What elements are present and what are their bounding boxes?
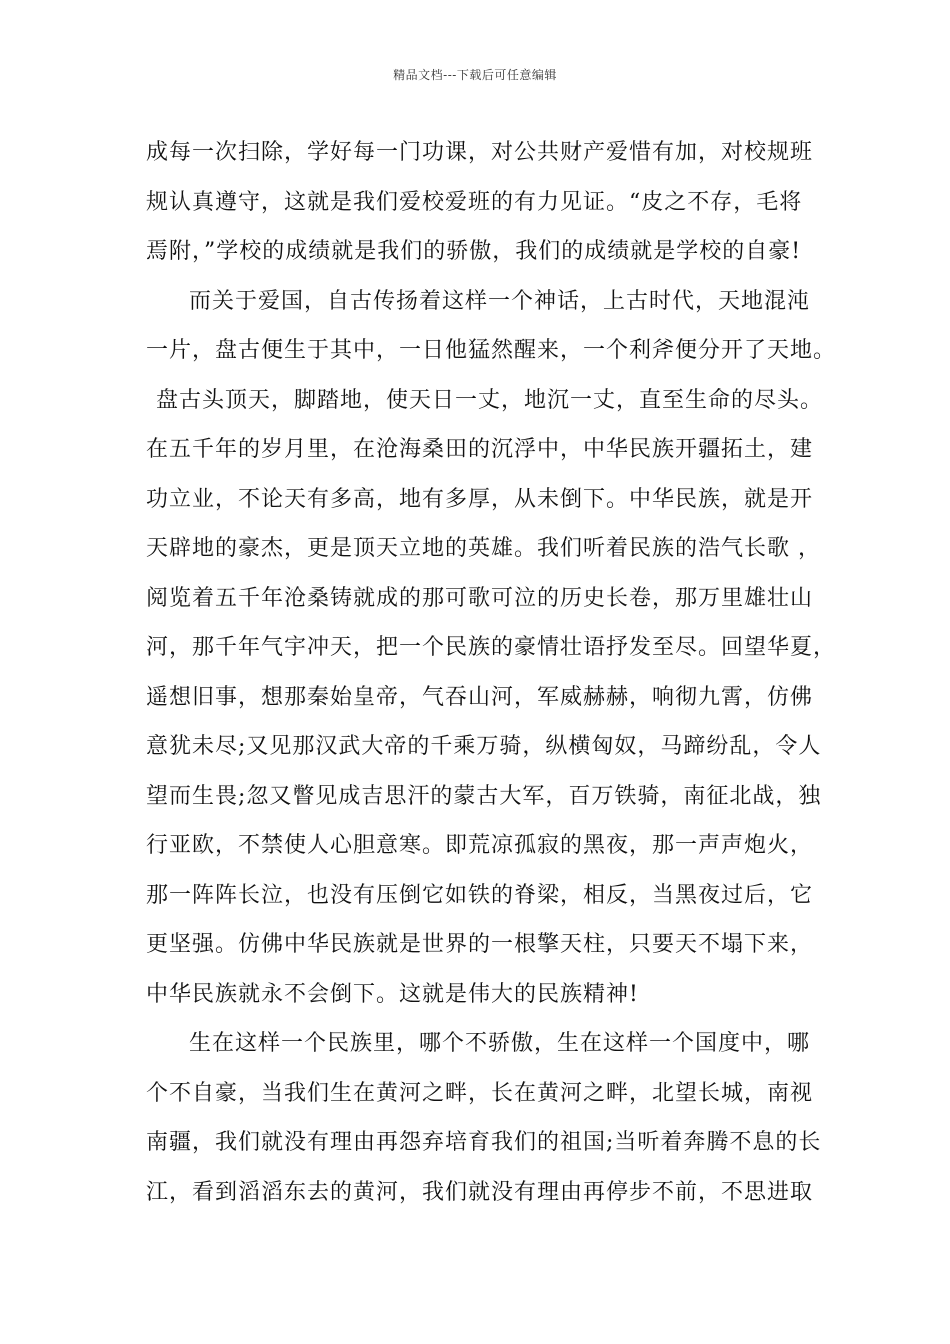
text-line: 遥想旧事，想那秦始皇帝，气吞山河，军威赫赫，响彻九霄，仿佛 — [146, 684, 814, 710]
text-line: 更坚强。仿佛中华民族就是世界的一根擎天柱，只要天不塌下来， — [146, 932, 814, 957]
text-line: 中华民族就永不会倒下。这就是伟大的民族精神! — [146, 981, 639, 1007]
text-line: 江，看到滔滔东去的黄河，我们就没有理由再停步不前，不思进取 — [146, 1179, 814, 1205]
text-line: 个不自豪，当我们生在黄河之畔，长在黄河之畔，北望长城，南视 — [146, 1080, 814, 1106]
text-line: 规认真遵守，这就是我们爱校爱班的有力见证。“皮之不存，毛将 — [146, 189, 803, 215]
paragraph-start-line: 而关于爱国，自古传扬着这样一个神话，上古时代，天地混沌 — [189, 288, 811, 314]
text-line: 成每一次扫除，学好每一门功课，对公共财产爱惜有加，对校规班 — [146, 140, 814, 165]
page-header: 精品文档---下载后可任意编辑 — [393, 68, 557, 82]
text-line: 功立业，不论天有多高，地有多厚，从未倒下。中华民族，就是开 — [146, 486, 814, 512]
text-line: 天辟地的豪杰，更是顶天立地的英雄。我们听着民族的浩气长歌 ， — [146, 536, 821, 561]
body-text — [146, 132, 837, 1221]
text-line: 河，那千年气宇冲天，把一个民族的豪情壮语抒发至尽。回望华夏， — [146, 635, 837, 660]
text-line: 南疆，我们就没有理由再怨弃培育我们的祖国;当听着奔腾不息的长 — [146, 1130, 822, 1155]
text-line: 焉附，”学校的成绩就是我们的骄傲，我们的成绩就是学校的自豪! — [146, 239, 802, 264]
text-line: 行亚欧，不禁使人心胆意寒。即荒凉孤寂的黑夜，那一声声炮火， — [146, 833, 814, 858]
text-line: 盘古头顶天，脚踏地，使天日一丈，地沉一丈，直至生命的尽头。 — [156, 387, 824, 413]
text-line: 意犹未尽;又见那汉武大帝的千乘万骑，纵横匈奴，马蹄纷乱，令人 — [146, 734, 822, 759]
text-line: 在五千年的岁月里，在沧海桑田的沉浮中，中华民族开疆拓土，建 — [146, 437, 814, 462]
paragraph-start-line: 生在这样一个民族里，哪个不骄傲，生在这样一个国度中，哪 — [189, 1031, 811, 1056]
text-line: 一片，盘古便生于其中，一日他猛然醒来，一个利斧便分开了天地。 — [146, 338, 837, 363]
text-line: 那一阵阵长泣，也没有压倒它如铁的脊梁，相反，当黑夜过后，它 — [146, 882, 814, 908]
text-line: 阅览着五千年沧桑铸就成的那可歌可泣的历史长卷，那万里雄壮山 — [146, 585, 814, 611]
text-line: 望而生畏;忽又瞥见成吉思汗的蒙古大军，百万铁骑，南征北战，独 — [146, 783, 822, 809]
